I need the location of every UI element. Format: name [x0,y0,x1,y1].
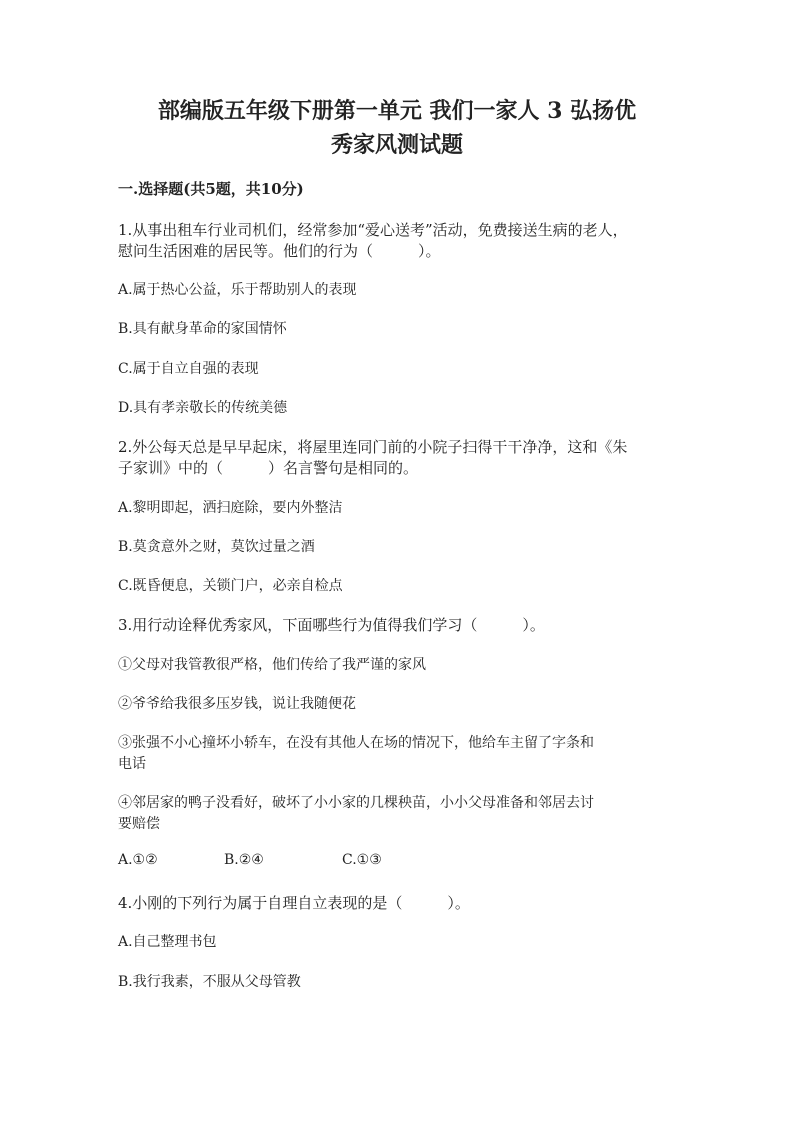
q1-option-b: B.具有献身革命的家国情怀 [118,321,287,337]
q4-option-b: B.我行我素，不服从父母管教 [118,974,301,990]
q1-stem-line-2: 慰问生活困难的居民等。他们的行为（ ）。 [118,242,441,260]
q3-stem: 3.用行动诠释优秀家风，下面哪些行为值得我们学习（ ）。 [118,616,545,634]
q3-option-a: A.①② [118,852,158,868]
q1-option-a: A.属于热心公益，乐于帮助别人的表现 [118,282,357,298]
q1-stem-line-1: 1.从事出租车行业司机们，经常参加“爱心送考”活动，免费接送生病的老人， [118,221,628,239]
q1-option-d: D.具有孝亲敬长的传统美德 [118,400,288,416]
q3-statement-3-line-1: ③张强不小心撞坏小轿车，在没有其他人在场的情况下，他给车主留了字条和 [118,735,594,751]
q2-stem-line-2: 子家训》中的（ ）名言警句是相同的。 [118,459,419,477]
q3-statement-2: ②爷爷给我很多压岁钱，说让我随便花 [118,696,356,712]
page-title-line-1: 部编版五年级下册第一单元 我们一家人 3 弘扬优 [157,98,637,124]
q3-statement-3-line-2: 电话 [118,756,146,772]
q2-option-b: B.莫贪意外之财，莫饮过量之酒 [118,539,315,555]
q3-options-row [118,852,688,874]
q3-option-c: C.①③ [342,852,382,868]
q1-option-c: C.属于自立自强的表现 [118,361,259,377]
q2-option-a: A.黎明即起，洒扫庭除，要内外整洁 [118,500,343,516]
q2-option-c: C.既昏便息，关锁门户，必亲自检点 [118,578,343,594]
q4-option-a: A.自己整理书包 [118,934,217,950]
q3-statement-1: ①父母对我管教很严格，他们传给了我严谨的家风 [118,657,426,673]
q2-stem-line-1: 2.外公每天总是早早起床，将屋里连同门前的小院子扫得干干净净，这和《朱 [118,438,628,456]
page-title-line-2: 秀家风测试题 [330,132,463,158]
q3-statement-4-line-2: 要赔偿 [118,816,160,832]
section-heading: 一.选择题(共5题，共10分) [118,180,304,198]
q3-option-b: B.②④ [224,852,264,868]
q4-stem: 4.小刚的下列行为属于自理自立表现的是（ ）。 [118,894,470,912]
q3-statement-4-line-1: ④邻居家的鸭子没看好，破坏了小小家的几棵秧苗，小小父母准备和邻居去讨 [118,795,594,811]
